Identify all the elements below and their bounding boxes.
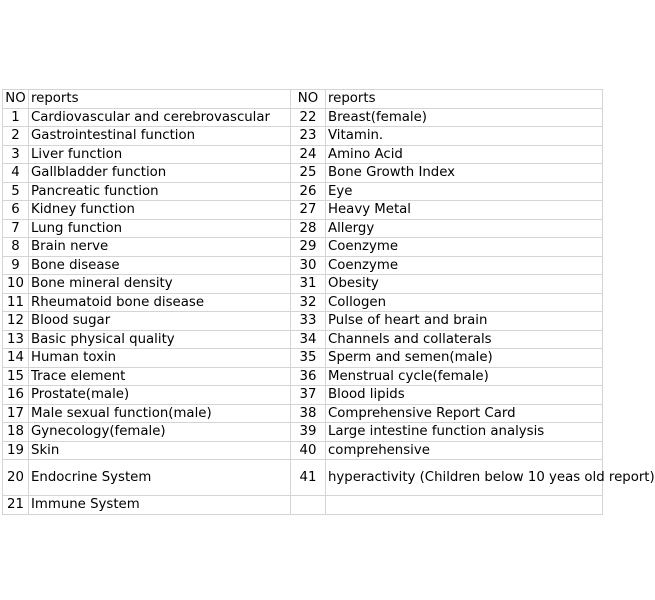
row-number-right: 30 (291, 256, 326, 275)
table-row (3, 219, 603, 238)
row-number-left: 19 (3, 441, 29, 460)
table-row (3, 256, 603, 275)
report-name-right: comprehensive (326, 441, 603, 460)
table-row (3, 460, 603, 496)
row-number-right: 38 (291, 404, 326, 423)
row-number-left: 16 (3, 386, 29, 405)
report-name-right: Collogen (326, 293, 603, 312)
table-row (3, 182, 603, 201)
row-number-left: 21 (3, 496, 29, 515)
report-name-left: Lung function (29, 219, 291, 238)
row-number-right: 28 (291, 219, 326, 238)
reports-table (2, 89, 655, 515)
report-name-left: Immune System (29, 496, 291, 515)
report-name-right: Coenzyme (326, 256, 603, 275)
table-row (3, 330, 603, 349)
table-row (3, 349, 603, 368)
row-number-left: 15 (3, 367, 29, 386)
report-name-right: Heavy Metal (326, 201, 603, 220)
row-number-right: 33 (291, 312, 326, 331)
row-number-right: 23 (291, 127, 326, 146)
table-row (3, 312, 603, 331)
row-number-left: 9 (3, 256, 29, 275)
row-number-left: 17 (3, 404, 29, 423)
report-name-right: Menstrual cycle(female) (326, 367, 603, 386)
report-name-right: Amino Acid (326, 145, 603, 164)
report-name-left: Trace element (29, 367, 291, 386)
report-name-left: Human toxin (29, 349, 291, 368)
report-name-left: Kidney function (29, 201, 291, 220)
header-reports-right: reports (326, 90, 603, 109)
report-name-left: Gynecology(female) (29, 423, 291, 442)
row-number-right: 27 (291, 201, 326, 220)
row-number-left: 6 (3, 201, 29, 220)
table-row (3, 201, 603, 220)
row-number-right: 41 (291, 460, 326, 496)
row-number-left: 5 (3, 182, 29, 201)
table-row (3, 404, 603, 423)
report-name-left: Rheumatoid bone disease (29, 293, 291, 312)
row-number-left: 1 (3, 108, 29, 127)
report-name-right: Bone Growth Index (326, 164, 603, 183)
report-name-left: Endocrine System (29, 460, 291, 496)
report-name-left: Brain nerve (29, 238, 291, 257)
report-name-right: Coenzyme (326, 238, 603, 257)
row-number-left: 4 (3, 164, 29, 183)
report-name-right: Eye (326, 182, 603, 201)
header-reports-left: reports (29, 90, 291, 109)
header-row (3, 90, 603, 109)
row-number-right: 40 (291, 441, 326, 460)
table-row (3, 164, 603, 183)
report-name-right: Pulse of heart and brain (326, 312, 603, 331)
row-number-right: 29 (291, 238, 326, 257)
row-number-right: 26 (291, 182, 326, 201)
row-number-left: 11 (3, 293, 29, 312)
row-number-left: 20 (3, 460, 29, 496)
report-name-right: Comprehensive Report Card (326, 404, 603, 423)
row-number-right: 36 (291, 367, 326, 386)
table-row (3, 108, 603, 127)
report-name-right: Channels and collaterals (326, 330, 603, 349)
row-number-right: 25 (291, 164, 326, 183)
table-row (3, 127, 603, 146)
row-number-right: 35 (291, 349, 326, 368)
report-name-left: Gallbladder function (29, 164, 291, 183)
report-name-right: hyperactivity (Children below 10 yeas old report) (326, 460, 603, 496)
row-number-right: 32 (291, 293, 326, 312)
table-row (3, 238, 603, 257)
report-name-right: Allergy (326, 219, 603, 238)
row-number-left: 8 (3, 238, 29, 257)
row-number-left: 2 (3, 127, 29, 146)
header-no-right: NO (291, 90, 326, 109)
row-number-right: 31 (291, 275, 326, 294)
report-name-left: Basic physical quality (29, 330, 291, 349)
row-number-right: 39 (291, 423, 326, 442)
report-name-left: Male sexual function(male) (29, 404, 291, 423)
report-name-right: Vitamin. (326, 127, 603, 146)
row-number-left: 14 (3, 349, 29, 368)
table-row (3, 367, 603, 386)
report-name-right: Obesity (326, 275, 603, 294)
report-name-right: Sperm and semen(male) (326, 349, 603, 368)
report-name-left: Prostate(male) (29, 386, 291, 405)
report-name-left: Blood sugar (29, 312, 291, 331)
row-number-left: 18 (3, 423, 29, 442)
report-name-right (326, 496, 603, 515)
row-number-left: 10 (3, 275, 29, 294)
table-row (3, 441, 603, 460)
row-number-right: 34 (291, 330, 326, 349)
report-name-right: Blood lipids (326, 386, 603, 405)
report-name-right: Breast(female) (326, 108, 603, 127)
table-row (3, 275, 603, 294)
row-number-right (291, 496, 326, 515)
table-row (3, 496, 603, 515)
row-number-left: 12 (3, 312, 29, 331)
report-name-left: Bone mineral density (29, 275, 291, 294)
report-name-left: Cardiovascular and cerebrovascular (29, 108, 291, 127)
table-row (3, 293, 603, 312)
row-number-left: 3 (3, 145, 29, 164)
report-name-right: Large intestine function analysis (326, 423, 603, 442)
table-row (3, 145, 603, 164)
report-name-left: Pancreatic function (29, 182, 291, 201)
row-number-right: 37 (291, 386, 326, 405)
table-row (3, 423, 603, 442)
report-name-left: Liver function (29, 145, 291, 164)
report-name-left: Gastrointestinal function (29, 127, 291, 146)
report-name-left: Skin (29, 441, 291, 460)
row-number-left: 7 (3, 219, 29, 238)
row-number-right: 22 (291, 108, 326, 127)
table-row (3, 386, 603, 405)
header-no-left: NO (3, 90, 29, 109)
report-name-left: Bone disease (29, 256, 291, 275)
row-number-right: 24 (291, 145, 326, 164)
row-number-left: 13 (3, 330, 29, 349)
